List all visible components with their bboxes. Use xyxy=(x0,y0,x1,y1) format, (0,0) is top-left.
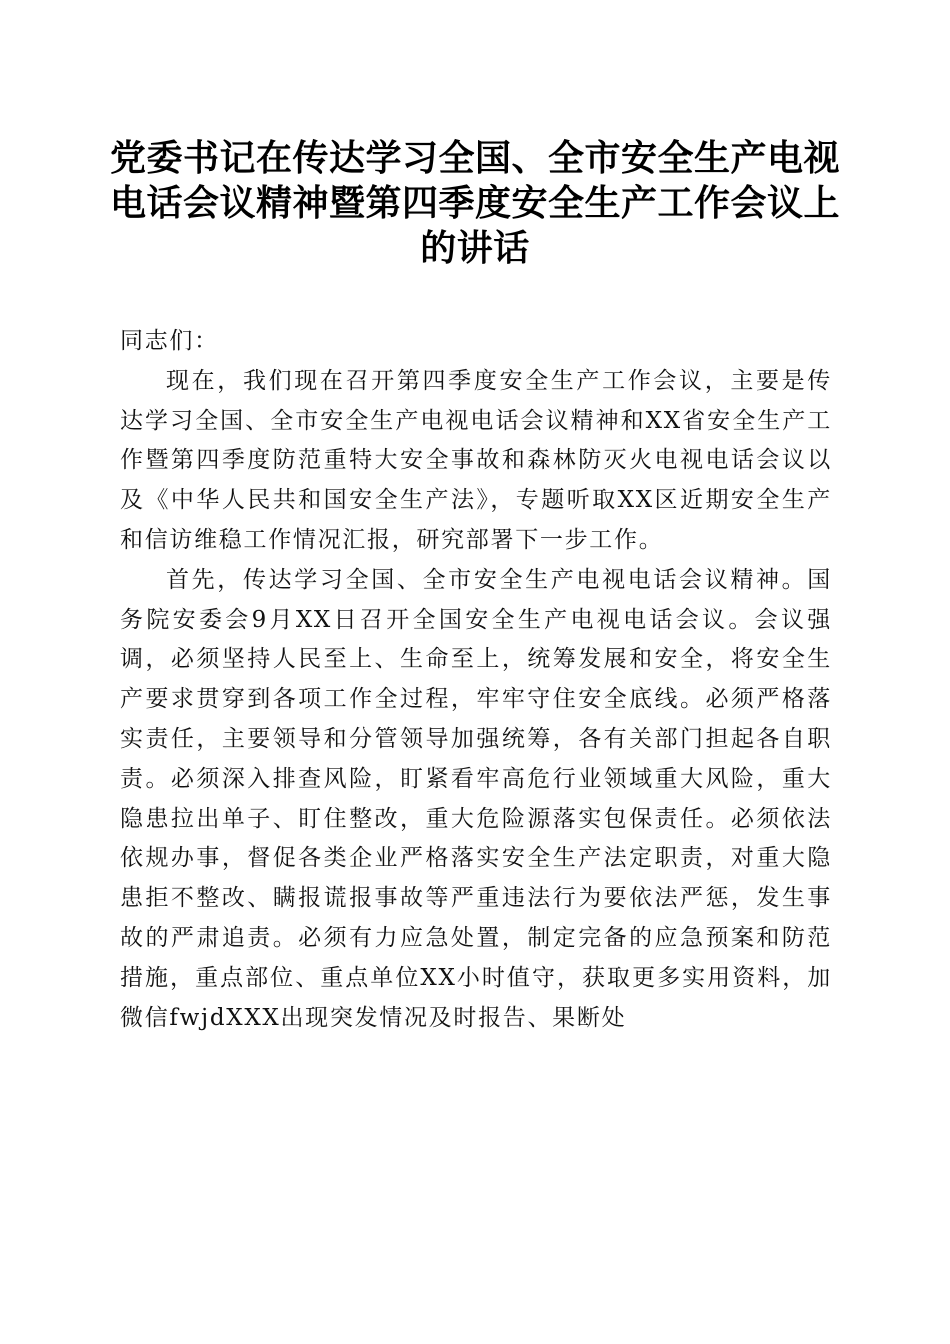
document-body xyxy=(120,322,832,1038)
salutation: 同志们： xyxy=(120,328,219,354)
paragraph: 现在，我们现在召开第四季度安全生产工作会议，主要是传达学习全国、全市安全生产电视电话会议精神和XX省安全生产工作暨第四季度防范重特大安全事故和森林防灭火电视电话会议以及《中华人民共和国安全生产法》，专题听取XX区近期安全生产和信访维稳工作情况汇报，研究部署下一步工作。 xyxy=(120,367,832,553)
paragraph: 首先，传达学习全国、全市安全生产电视电话会议精神。国务院安委会9月XX日召开全国安全生产电视电话会议。会议强调，必须坚持人民至上、生命至上，统筹发展和安全，将安全生产要求贯穿到各项工作全过程，牢牢守住安全底线。必须严格落实责任，主要领导和分管领导加强统筹，各有关部门担起各自职责。必须深入排查风险，盯紧看牢高危行业领域重大风险，重大隐患拉出单子、盯住整改，重大危险源落实包保责任。必须依法依规办事，督促各类企业严格落实安全生产法定职责，对重大隐患拒不整改、瞒报谎报事故等严重违法行为要依法严惩，发生事故的严肃追责。必须有力应急处置，制定完备的应急预案和防范措施，重点部位、重点单位XX小时值守，获取更多实用资料，加微信fwjdXXX出现突发情况及时报告、果断处 xyxy=(120,566,832,1031)
document-title: 党委书记在传达学习全国、全市安全生产电视电话会议精神暨第四季度安全生产工作会议上的讲话 xyxy=(110,137,841,269)
